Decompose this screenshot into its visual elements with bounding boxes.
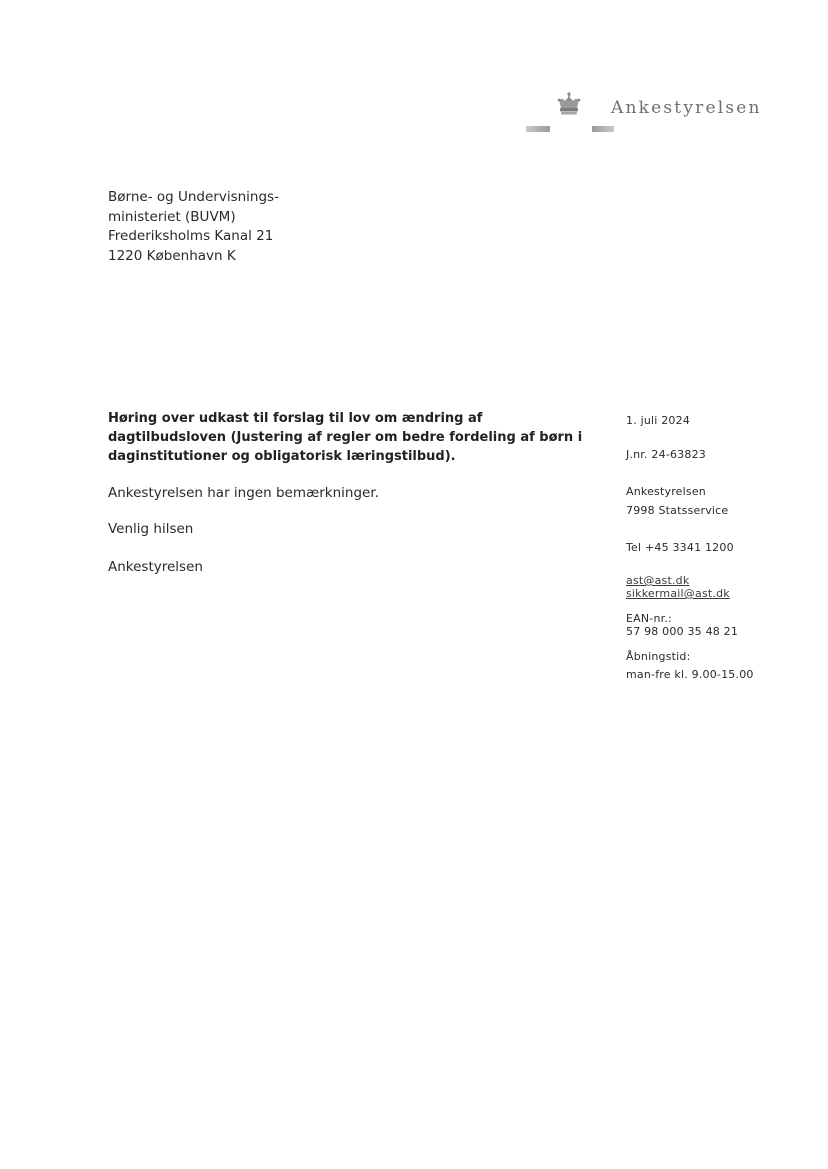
secure-email-link[interactable]: sikkermail@ast.dk [626, 587, 730, 600]
letter-subject [108, 409, 608, 466]
body-paragraph: Ankestyrelsen har ingen bemærkninger. [108, 485, 379, 501]
logo-bar-left [526, 126, 550, 132]
opening-hours: man-fre kl. 9.00-15.00 [626, 668, 754, 681]
recipient-address [108, 188, 279, 266]
opening-hours-label: Åbningstid: [626, 650, 691, 663]
logo-bar-right [592, 126, 614, 132]
email-link[interactable]: ast@ast.dk [626, 574, 690, 587]
signature: Ankestyrelsen [108, 559, 203, 575]
sender-organization: Ankestyrelsen [626, 485, 706, 498]
subject-line: daginstitutioner og obligatorisk læringstilbud). [108, 449, 456, 464]
letter-date: 1. juli 2024 [626, 414, 691, 427]
recipient-line: 1220 København K [108, 247, 236, 264]
ankestyrelsen-logo [526, 92, 786, 136]
recipient-line: Frederiksholms Kanal 21 [108, 228, 274, 244]
ean-number: 57 98 000 35 48 21 [626, 625, 739, 638]
subject-line: dagtilbudsloven (Justering af regler om bedre fordeling af børn i [108, 430, 583, 445]
logo-text: Ankestyrelsen [611, 98, 762, 118]
subject-line: Høring over udkast til forslag til lov om ændring af [108, 411, 483, 426]
crown-icon [556, 92, 582, 116]
journal-number: J.nr. 24-63823 [626, 448, 706, 461]
sender-address: 7998 Statsservice [626, 504, 729, 517]
closing-greeting: Venlig hilsen [108, 521, 194, 537]
recipient-line: ministeriet (BUVM) [108, 208, 236, 225]
recipient-line: Børne- og Undervisnings- [108, 189, 279, 205]
ean-label: EAN-nr.: [626, 612, 672, 625]
sender-phone: Tel +45 3341 1200 [626, 541, 734, 554]
